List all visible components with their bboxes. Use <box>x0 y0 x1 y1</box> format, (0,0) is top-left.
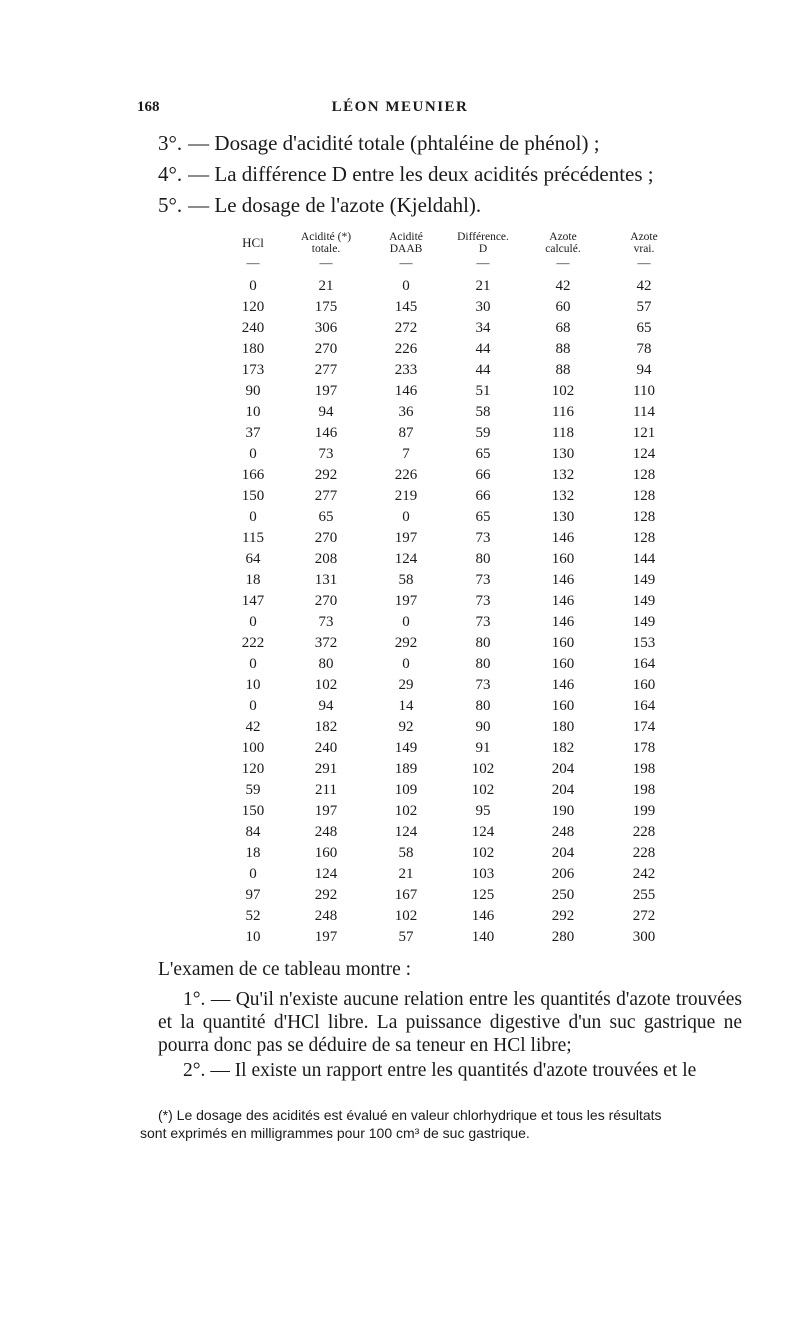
table-cell: 0 <box>249 656 257 672</box>
header-dash: — <box>556 255 570 270</box>
point-text: — Qu'il n'existe aucune relation entre les quantités d'azote trouvées et la quantité d'HCl libre. La puissance digestive d'un suc gastrique ne pourra donc pas se déduire de sa teneur en HCl libre; <box>158 989 742 1056</box>
table-cell: 204 <box>551 845 575 861</box>
table-row <box>220 780 682 801</box>
table-cell: 114 <box>633 404 655 420</box>
table-cell: 59 <box>475 425 491 441</box>
table-cell: 90 <box>245 383 261 399</box>
table-cell: 44 <box>475 341 491 357</box>
table-cell: 197 <box>314 929 338 945</box>
table-cell: 226 <box>394 467 418 483</box>
table-cell: 60 <box>555 299 571 315</box>
table-row <box>220 444 682 465</box>
column-header-acidite-totale: Acidité (*) totale. <box>300 231 352 255</box>
table-cell: 94 <box>636 362 652 378</box>
table-cell: 0 <box>402 509 410 525</box>
table-cell: 73 <box>475 614 491 630</box>
table-cell: 166 <box>241 467 265 483</box>
table-cell: 44 <box>475 362 491 378</box>
table-cell: 120 <box>241 761 265 777</box>
table-cell: 306 <box>314 320 338 336</box>
table-cell: 250 <box>551 887 575 903</box>
table-cell: 255 <box>632 887 656 903</box>
table-cell: 102 <box>471 845 495 861</box>
table-cell: 0 <box>402 614 410 630</box>
table-cell: 73 <box>475 593 491 609</box>
table-cell: 248 <box>551 824 575 840</box>
table-row <box>220 906 682 927</box>
list-item-3 <box>158 131 600 155</box>
table-cell: 80 <box>475 551 491 567</box>
table-cell: 102 <box>471 782 495 798</box>
table-cell: 92 <box>398 719 414 735</box>
table-row <box>220 276 682 297</box>
table-cell: 153 <box>632 635 656 651</box>
table-cell: 21 <box>475 278 491 294</box>
table-cell: 125 <box>471 887 495 903</box>
table-cell: 58 <box>475 404 491 420</box>
table-cell: 242 <box>632 866 656 882</box>
table-cell: 146 <box>551 572 575 588</box>
table-row <box>220 339 682 360</box>
table-row <box>220 738 682 759</box>
table-cell: 291 <box>314 761 338 777</box>
table-cell: 14 <box>398 698 414 714</box>
table-cell: 80 <box>318 656 334 672</box>
table-cell: 199 <box>632 803 656 819</box>
table-cell: 197 <box>314 383 338 399</box>
table-cell: 270 <box>314 341 338 357</box>
table-cell: 65 <box>475 446 491 462</box>
footnote <box>140 1106 754 1142</box>
table-cell: 128 <box>632 467 656 483</box>
table-cell: 121 <box>632 425 656 441</box>
table-cell: 66 <box>475 488 491 504</box>
table-cell: 146 <box>394 383 418 399</box>
table-cell: 197 <box>314 803 338 819</box>
table-cell: 160 <box>551 551 575 567</box>
table-cell: 189 <box>394 761 418 777</box>
table-cell: 66 <box>475 467 491 483</box>
table-row <box>220 843 682 864</box>
list-item-number: 3°. <box>158 131 183 155</box>
table-body <box>220 276 682 948</box>
table-cell: 102 <box>394 908 418 924</box>
table-row <box>220 465 682 486</box>
table-row <box>220 381 682 402</box>
column-header-azote-vrai: Azote vrai. <box>630 231 658 255</box>
table-cell: 146 <box>471 908 495 924</box>
table-cell: 34 <box>475 320 491 336</box>
table-cell: 65 <box>318 509 334 525</box>
table-cell: 160 <box>551 698 575 714</box>
table-cell: 118 <box>552 425 574 441</box>
point-1-paragraph <box>158 988 742 1057</box>
table-cell: 57 <box>398 929 414 945</box>
table-cell: 180 <box>551 719 575 735</box>
table-cell: 68 <box>555 320 571 336</box>
table-row <box>220 360 682 381</box>
table-cell: 219 <box>394 488 418 504</box>
table-cell: 228 <box>632 824 656 840</box>
table-cell: 84 <box>245 824 261 840</box>
table-cell: 146 <box>551 593 575 609</box>
table-cell: 94 <box>318 698 334 714</box>
table-cell: 277 <box>314 362 338 378</box>
list-item-5 <box>158 193 481 217</box>
intro-sentence: L'examen de ce tableau montre : <box>158 959 412 980</box>
table-cell: 150 <box>241 488 265 504</box>
table-row <box>220 654 682 675</box>
table-row <box>220 591 682 612</box>
table-cell: 0 <box>249 698 257 714</box>
table-cell: 100 <box>241 740 265 756</box>
table-cell: 128 <box>632 530 656 546</box>
table-cell: 146 <box>314 425 338 441</box>
header-dash: — <box>637 255 651 270</box>
table-cell: 0 <box>402 656 410 672</box>
table-cell: 198 <box>632 782 656 798</box>
header-dash: — <box>476 255 490 270</box>
table-cell: 42 <box>555 278 571 294</box>
table-cell: 130 <box>551 509 575 525</box>
table-row <box>220 549 682 570</box>
table-cell: 182 <box>551 740 575 756</box>
table-cell: 120 <box>241 299 265 315</box>
table-cell: 7 <box>402 446 410 462</box>
table-cell: 204 <box>551 782 575 798</box>
list-item-number: 4°. <box>158 162 183 186</box>
table-cell: 73 <box>318 446 334 462</box>
header-rule-row <box>220 258 682 276</box>
table-cell: 0 <box>249 866 257 882</box>
table-cell: 124 <box>394 824 418 840</box>
table-cell: 233 <box>394 362 418 378</box>
table-cell: 149 <box>632 593 656 609</box>
list-item-text: — Dosage d'acidité totale (phtaléine de phénol) ; <box>188 131 600 155</box>
table-cell: 248 <box>314 908 338 924</box>
table-cell: 197 <box>394 593 418 609</box>
table-cell: 160 <box>551 656 575 672</box>
table-cell: 272 <box>632 908 656 924</box>
table-cell: 110 <box>633 383 655 399</box>
table-cell: 109 <box>394 782 418 798</box>
table-cell: 292 <box>394 635 418 651</box>
table-cell: 146 <box>551 677 575 693</box>
table-row <box>220 612 682 633</box>
table-cell: 204 <box>551 761 575 777</box>
table-cell: 292 <box>551 908 575 924</box>
table-cell: 30 <box>475 299 491 315</box>
table-cell: 73 <box>475 530 491 546</box>
table-cell: 10 <box>245 677 261 693</box>
table-row <box>220 297 682 318</box>
table-cell: 280 <box>551 929 575 945</box>
table-cell: 160 <box>314 845 338 861</box>
table-cell: 197 <box>394 530 418 546</box>
table-cell: 36 <box>398 404 414 420</box>
table-cell: 124 <box>314 866 338 882</box>
table-cell: 0 <box>249 278 257 294</box>
list-item-4 <box>158 162 654 186</box>
table-cell: 292 <box>314 467 338 483</box>
table-cell: 222 <box>241 635 265 651</box>
table-cell: 175 <box>314 299 338 315</box>
table-cell: 180 <box>241 341 265 357</box>
table-cell: 164 <box>632 698 656 714</box>
table-cell: 80 <box>475 635 491 651</box>
table-row <box>220 318 682 339</box>
table-cell: 149 <box>632 614 656 630</box>
table-cell: 52 <box>245 908 261 924</box>
table-cell: 208 <box>314 551 338 567</box>
table-row <box>220 717 682 738</box>
table-cell: 174 <box>632 719 656 735</box>
table-cell: 173 <box>241 362 265 378</box>
table-cell: 128 <box>632 488 656 504</box>
table-cell: 51 <box>475 383 491 399</box>
table-cell: 167 <box>394 887 418 903</box>
table-cell: 132 <box>551 467 575 483</box>
table-row <box>220 885 682 906</box>
table-header-row <box>220 228 682 258</box>
table-cell: 90 <box>475 719 491 735</box>
running-head: LÉON MEUNIER <box>331 99 469 115</box>
table-cell: 88 <box>555 362 571 378</box>
table-cell: 130 <box>551 446 575 462</box>
table-cell: 198 <box>632 761 656 777</box>
table-cell: 102 <box>551 383 575 399</box>
table-cell: 115 <box>242 530 264 546</box>
table-cell: 87 <box>398 425 414 441</box>
table-cell: 78 <box>636 341 652 357</box>
table-row <box>220 801 682 822</box>
table-cell: 228 <box>632 845 656 861</box>
table-row <box>220 507 682 528</box>
table-cell: 10 <box>245 404 261 420</box>
table-cell: 102 <box>471 761 495 777</box>
table-cell: 206 <box>551 866 575 882</box>
table-cell: 226 <box>394 341 418 357</box>
list-item-text: — Le dosage de l'azote (Kjeldahl). <box>188 193 482 217</box>
table-cell: 146 <box>551 614 575 630</box>
page-number: 168 <box>137 99 160 115</box>
point-text: — Il existe un rapport entre les quantités d'azote trouvées et le <box>210 1060 697 1081</box>
table-cell: 97 <box>245 887 261 903</box>
table-cell: 132 <box>551 488 575 504</box>
table-cell: 128 <box>632 509 656 525</box>
table-cell: 240 <box>314 740 338 756</box>
table-cell: 80 <box>475 656 491 672</box>
point-2-paragraph <box>183 1059 696 1082</box>
list-item-text: — La différence D entre les deux acidités précédentes ; <box>188 162 654 186</box>
list-item-number: 5°. <box>158 193 183 217</box>
table-cell: 150 <box>241 803 265 819</box>
table-cell: 37 <box>245 425 261 441</box>
table-row <box>220 423 682 444</box>
table-row <box>220 633 682 654</box>
table-cell: 73 <box>475 572 491 588</box>
table-cell: 145 <box>394 299 418 315</box>
table-cell: 292 <box>314 887 338 903</box>
table-cell: 21 <box>318 278 334 294</box>
table-cell: 124 <box>471 824 495 840</box>
table-cell: 147 <box>241 593 265 609</box>
table-cell: 124 <box>632 446 656 462</box>
table-cell: 0 <box>402 278 410 294</box>
footnote-line: (*) Le dosage des acidités est évalué en valeur chlorhydrique et tous les résultats <box>158 1107 662 1123</box>
table-cell: 190 <box>551 803 575 819</box>
table-row <box>220 486 682 507</box>
table-cell: 0 <box>249 509 257 525</box>
table-cell: 131 <box>314 572 338 588</box>
table-cell: 42 <box>636 278 652 294</box>
table-cell: 10 <box>245 929 261 945</box>
table-cell: 73 <box>318 614 334 630</box>
table-cell: 164 <box>632 656 656 672</box>
table-cell: 0 <box>249 446 257 462</box>
table-row <box>220 402 682 423</box>
table-cell: 95 <box>475 803 491 819</box>
table-row <box>220 759 682 780</box>
table-cell: 272 <box>394 320 418 336</box>
table-cell: 144 <box>632 551 656 567</box>
table-cell: 73 <box>475 677 491 693</box>
table-cell: 160 <box>551 635 575 651</box>
table-cell: 42 <box>245 719 261 735</box>
table-cell: 149 <box>632 572 656 588</box>
table-row <box>220 927 682 948</box>
table-cell: 116 <box>552 404 574 420</box>
table-cell: 57 <box>636 299 652 315</box>
table-cell: 124 <box>394 551 418 567</box>
table-cell: 102 <box>314 677 338 693</box>
table-cell: 0 <box>249 614 257 630</box>
table-row <box>220 864 682 885</box>
table-cell: 277 <box>314 488 338 504</box>
data-table <box>220 228 682 948</box>
table-cell: 80 <box>475 698 491 714</box>
table-row <box>220 675 682 696</box>
table-cell: 58 <box>398 845 414 861</box>
column-header-hcl: HCl <box>242 235 264 250</box>
column-header-difference: Différence. D <box>457 231 509 255</box>
column-header-acidite-daab: Acidité DAAB <box>389 231 423 255</box>
header-dash: — <box>319 255 333 270</box>
table-row <box>220 696 682 717</box>
table-cell: 372 <box>314 635 338 651</box>
table-cell: 248 <box>314 824 338 840</box>
column-header-azote-calcule: Azote calculé. <box>545 231 581 255</box>
table-cell: 64 <box>245 551 261 567</box>
point-number: 1°. <box>183 989 206 1010</box>
table-cell: 149 <box>394 740 418 756</box>
table-cell: 240 <box>241 320 265 336</box>
table-row <box>220 570 682 591</box>
table-cell: 160 <box>632 677 656 693</box>
table-cell: 102 <box>394 803 418 819</box>
table-cell: 182 <box>314 719 338 735</box>
table-cell: 140 <box>471 929 495 945</box>
table-cell: 29 <box>398 677 414 693</box>
table-cell: 270 <box>314 530 338 546</box>
table-cell: 94 <box>318 404 334 420</box>
footnote-line: sont exprimés en milligrammes pour 100 cm³ de suc gastrique. <box>140 1125 530 1141</box>
table-cell: 65 <box>475 509 491 525</box>
table-cell: 88 <box>555 341 571 357</box>
table-cell: 21 <box>398 866 414 882</box>
point-number: 2°. <box>183 1060 206 1081</box>
table-cell: 178 <box>632 740 656 756</box>
table-cell: 58 <box>398 572 414 588</box>
table-row <box>220 528 682 549</box>
header-dash: — <box>399 255 413 270</box>
header-dash: — <box>246 255 260 270</box>
table-cell: 270 <box>314 593 338 609</box>
table-cell: 103 <box>471 866 495 882</box>
table-cell: 59 <box>245 782 261 798</box>
table-cell: 18 <box>245 845 261 861</box>
table-cell: 91 <box>475 740 491 756</box>
table-row <box>220 822 682 843</box>
table-cell: 300 <box>632 929 656 945</box>
table-cell: 146 <box>551 530 575 546</box>
table-cell: 65 <box>636 320 652 336</box>
table-cell: 18 <box>245 572 261 588</box>
table-cell: 211 <box>315 782 337 798</box>
